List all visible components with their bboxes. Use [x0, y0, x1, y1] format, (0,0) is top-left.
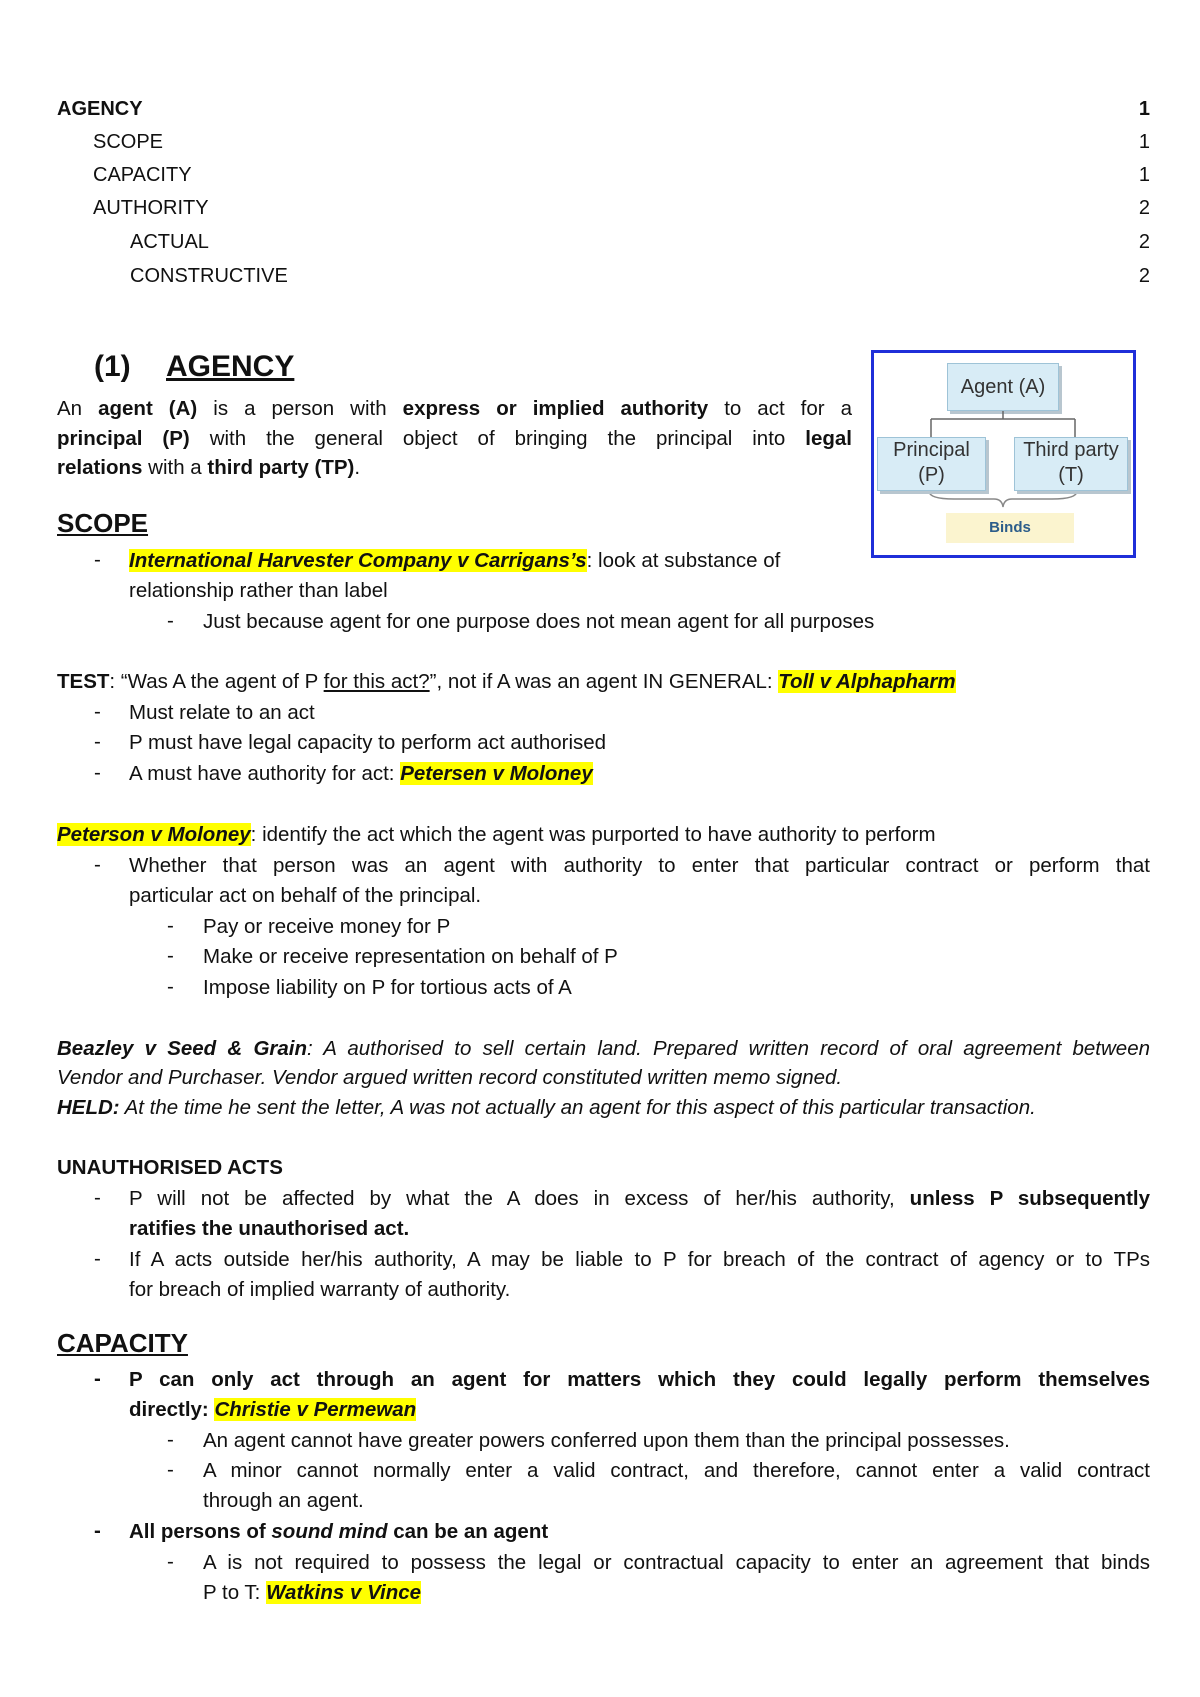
bullet-dash: - — [94, 700, 101, 723]
toc-page: 2 — [1138, 231, 1150, 253]
definition-line: relations with a third party (TP). — [57, 456, 361, 479]
bullet-dash: - — [94, 548, 101, 571]
capacity-subbullet: A minor cannot normally enter a valid contract, and therefore, cannot enter a valid contract — [203, 1459, 1150, 1482]
case-citation: International Harvester Company v Carrigans’s — [129, 549, 587, 572]
toc-label: AUTHORITY — [93, 197, 209, 219]
scope-subbullet: Just because agent for one purpose does not mean agent for all purposes — [203, 610, 875, 633]
case-citation: Toll v Alphapharm — [778, 670, 956, 693]
scope-heading: SCOPE — [57, 508, 149, 538]
toc-label: CONSTRUCTIVE — [130, 265, 288, 287]
unauthorised-bullet: If A acts outside her/his authority, A may be liable to P for breach of the contract of agency or to TPs — [129, 1248, 1150, 1271]
peterson-line: Peterson v Moloney: identify the act which the agent was purported to have authority to perform — [57, 823, 936, 846]
scope-bullet-cont: relationship rather than label — [129, 579, 388, 602]
case-citation: Christie v Permewan — [214, 1398, 417, 1421]
case-citation: Petersen v Moloney — [400, 762, 593, 785]
beazley-line: Beazley v Seed & Grain: A authorised to sell certain land. Prepared written record of oral agreement between — [57, 1037, 1150, 1060]
binds-label: Binds — [946, 513, 1074, 543]
bullet-dash: - — [94, 1247, 101, 1270]
unauthorised-bullet-cont: ratifies the unauthorised act. — [129, 1217, 410, 1240]
scope-bullet: International Harvester Company v Carrigans’s: look at substance of — [129, 549, 781, 572]
unauthorised-bullet-cont: for breach of implied warranty of authority. — [129, 1278, 511, 1301]
agent-box: Agent (A) — [947, 363, 1059, 411]
capacity-bullet: P can only act through an agent for matters which they could legally perform themselves — [129, 1368, 1150, 1391]
agency-diagram — [871, 350, 1136, 558]
peterson-bullet-cont: particular act on behalf of the principal. — [129, 884, 482, 907]
bullet-dash: - — [94, 1519, 101, 1542]
section-number: (1) — [94, 350, 131, 383]
bullet-dash: - — [167, 1550, 174, 1573]
bullet-dash: - — [167, 1428, 174, 1451]
bullet-dash: - — [94, 853, 101, 876]
toc-row[interactable] — [57, 231, 1150, 261]
toc-row[interactable] — [57, 98, 1150, 128]
unauthorised-heading: UNAUTHORISED ACTS — [57, 1156, 283, 1179]
peterson-bullet: Whether that person was an agent with authority to enter that particular contract or perform that — [129, 854, 1150, 877]
bullet-dash: - — [94, 1367, 101, 1390]
toc-page: 1 — [1138, 98, 1150, 120]
toc-label: AGENCY — [57, 98, 143, 120]
toc-page: 2 — [1138, 197, 1150, 219]
capacity-subbullet-cont: through an agent. — [203, 1489, 364, 1512]
capacity-subbullet: A is not required to possess the legal or contractual capacity to enter an agreement that binds — [203, 1551, 1150, 1574]
capacity-bullet: All persons of sound mind can be an agent — [129, 1520, 549, 1543]
capacity-subbullet-cont: P to T: Watkins v Vince — [203, 1581, 422, 1604]
principal-box: Principal (P) — [877, 437, 986, 491]
bullet-dash: - — [167, 609, 174, 632]
beazley-line: Vendor and Purchaser. Vendor argued written record constituted written memo signed. — [57, 1066, 843, 1089]
test-bullet: Must relate to an act — [129, 701, 315, 724]
bullet-dash: - — [167, 944, 174, 967]
peterson-subbullet: Make or receive representation on behalf of P — [203, 945, 618, 968]
peterson-subbullet: Pay or receive money for P — [203, 915, 451, 938]
toc-row[interactable] — [57, 164, 1150, 194]
section-title: AGENCY — [166, 350, 295, 383]
bullet-dash: - — [167, 1458, 174, 1481]
toc-label: SCOPE — [93, 131, 164, 153]
case-citation: Watkins v Vince — [266, 1581, 422, 1604]
held-line: HELD: At the time he sent the letter, A was not actually an agent for this aspect of this particular transaction. — [57, 1096, 1036, 1119]
test-line: TEST: “Was A the agent of P for this act?”, not if A was an agent IN GENERAL: Toll v Alphapharm — [57, 670, 956, 693]
toc-page: 1 — [1138, 131, 1150, 153]
bullet-dash: - — [167, 975, 174, 998]
toc-row[interactable] — [57, 265, 1150, 295]
peterson-subbullet: Impose liability on P for tortious acts of A — [203, 976, 572, 999]
bullet-dash: - — [94, 761, 101, 784]
toc-row[interactable] — [57, 197, 1150, 227]
unauthorised-bullet: P will not be affected by what the A does in excess of her/his authority, unless P subsequently — [129, 1187, 1150, 1210]
third-party-box: Third party (T) — [1014, 437, 1128, 491]
capacity-subbullet: An agent cannot have greater powers conferred upon them than the principal possesses. — [203, 1429, 1010, 1452]
bullet-dash: - — [94, 1186, 101, 1209]
test-bullet: A must have authority for act: Petersen v Moloney — [129, 762, 593, 785]
capacity-heading: CAPACITY — [57, 1328, 188, 1358]
toc-row[interactable] — [57, 131, 1150, 161]
toc-label: ACTUAL — [130, 231, 209, 253]
test-bullet: P must have legal capacity to perform act authorised — [129, 731, 607, 754]
bullet-dash: - — [94, 730, 101, 753]
definition-line: principal (P) with the general object of bringing the principal into legal — [57, 427, 852, 450]
bullet-dash: - — [167, 914, 174, 937]
definition-line: An agent (A) is a person with express or implied authority to act for a — [57, 397, 852, 420]
toc-page: 2 — [1138, 265, 1150, 287]
toc-label: CAPACITY — [93, 164, 192, 186]
toc-page: 1 — [1138, 164, 1150, 186]
capacity-bullet-cont: directly: Christie v Permewan — [129, 1398, 417, 1421]
case-citation: Peterson v Moloney — [57, 823, 251, 846]
